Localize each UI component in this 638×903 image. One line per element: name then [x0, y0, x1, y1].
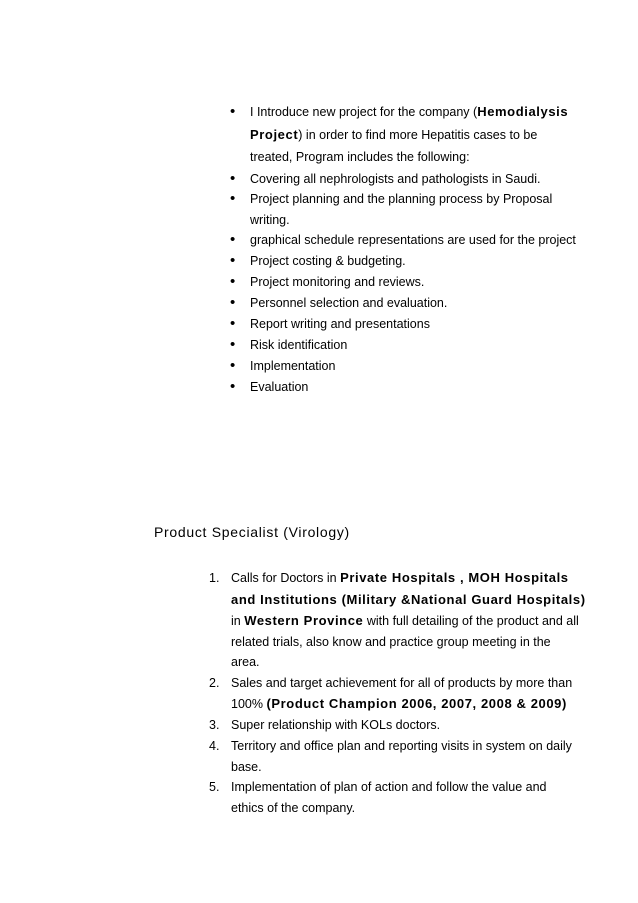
bullet-item: graphical schedule representations are used for the project: [250, 233, 576, 247]
list-number: 2.: [209, 676, 220, 690]
bullet-marker: •: [230, 357, 236, 374]
intro-bold-hemodialysis: Hemodialysis: [477, 104, 569, 119]
list-item-2-line2: [231, 696, 567, 712]
item-text: with full detailing of the product and all: [363, 614, 579, 628]
section-heading: Product Specialist (Virology): [154, 524, 350, 540]
bullet-item: Project costing & budgeting.: [250, 254, 406, 268]
list-item-5-line1: Implementation of plan of action and follow the value and: [231, 780, 547, 794]
bullet-marker: •: [230, 103, 236, 120]
item-bold-product-champion: (Product Champion 2006, 2007, 2008 & 2009): [266, 696, 567, 711]
list-item-4-line2: base.: [231, 760, 262, 774]
item-text: 100%: [231, 697, 267, 711]
intro-text: I Introduce new project for the company (: [250, 105, 478, 119]
list-item-2-line1: Sales and target achievement for all of products by more than: [231, 676, 573, 690]
list-item-1-line5: area.: [231, 655, 260, 669]
bullet-marker: •: [230, 190, 236, 207]
bullet-marker: •: [230, 231, 236, 248]
item-text: in: [231, 614, 245, 628]
bullet-item: Report writing and presentations: [250, 317, 430, 331]
item-text: Calls for Doctors in: [231, 571, 341, 585]
bullet-item: Covering all nephrologists and pathologists in Saudi.: [250, 172, 541, 186]
item-bold-western-province: Western Province: [244, 613, 364, 628]
list-item-1-line3: [231, 613, 579, 629]
bullet-marker: •: [230, 378, 236, 395]
list-number: 1.: [209, 571, 220, 585]
bullet-marker: •: [230, 315, 236, 332]
item-bold-institutions: and Institutions (Military &National Guard Hospitals): [231, 592, 586, 607]
bullet-marker: •: [230, 170, 236, 187]
bullet-intro-line2: [250, 127, 537, 143]
list-number: 4.: [209, 739, 220, 753]
list-item-1-line1: [231, 570, 569, 586]
list-number: 5.: [209, 780, 220, 794]
list-item-1-line2: [231, 592, 586, 608]
bullet-marker: •: [230, 336, 236, 353]
list-item-5-line2: ethics of the company.: [231, 801, 356, 815]
item-bold-hospitals: Private Hospitals , MOH Hospitals: [340, 570, 569, 585]
bullet-item: Risk identification: [250, 338, 348, 352]
list-item-4-line1: Territory and office plan and reporting visits in system on daily: [231, 739, 572, 753]
bullet-item: Implementation: [250, 359, 336, 373]
list-item-3-line1: Super relationship with KOLs doctors.: [231, 718, 441, 732]
bullet-marker: •: [230, 273, 236, 290]
bullet-marker: •: [230, 294, 236, 311]
bullet-item: Evaluation: [250, 380, 309, 394]
bullet-item: Project monitoring and reviews.: [250, 275, 425, 289]
intro-bold-project: Project: [250, 127, 299, 142]
bullet-item-continuation: writing.: [250, 213, 290, 227]
bullet-intro-line1: [250, 104, 568, 120]
bullet-marker: •: [230, 252, 236, 269]
list-number: 3.: [209, 718, 220, 732]
intro-text: ) in order to find more Hepatitis cases to be: [298, 128, 538, 142]
bullet-item: Project planning and the planning process by Proposal: [250, 192, 553, 206]
list-item-1-line4: related trials, also know and practice group meeting in the: [231, 635, 551, 649]
bullet-item: Personnel selection and evaluation.: [250, 296, 448, 310]
bullet-intro-line3: treated, Program includes the following:: [250, 150, 470, 164]
